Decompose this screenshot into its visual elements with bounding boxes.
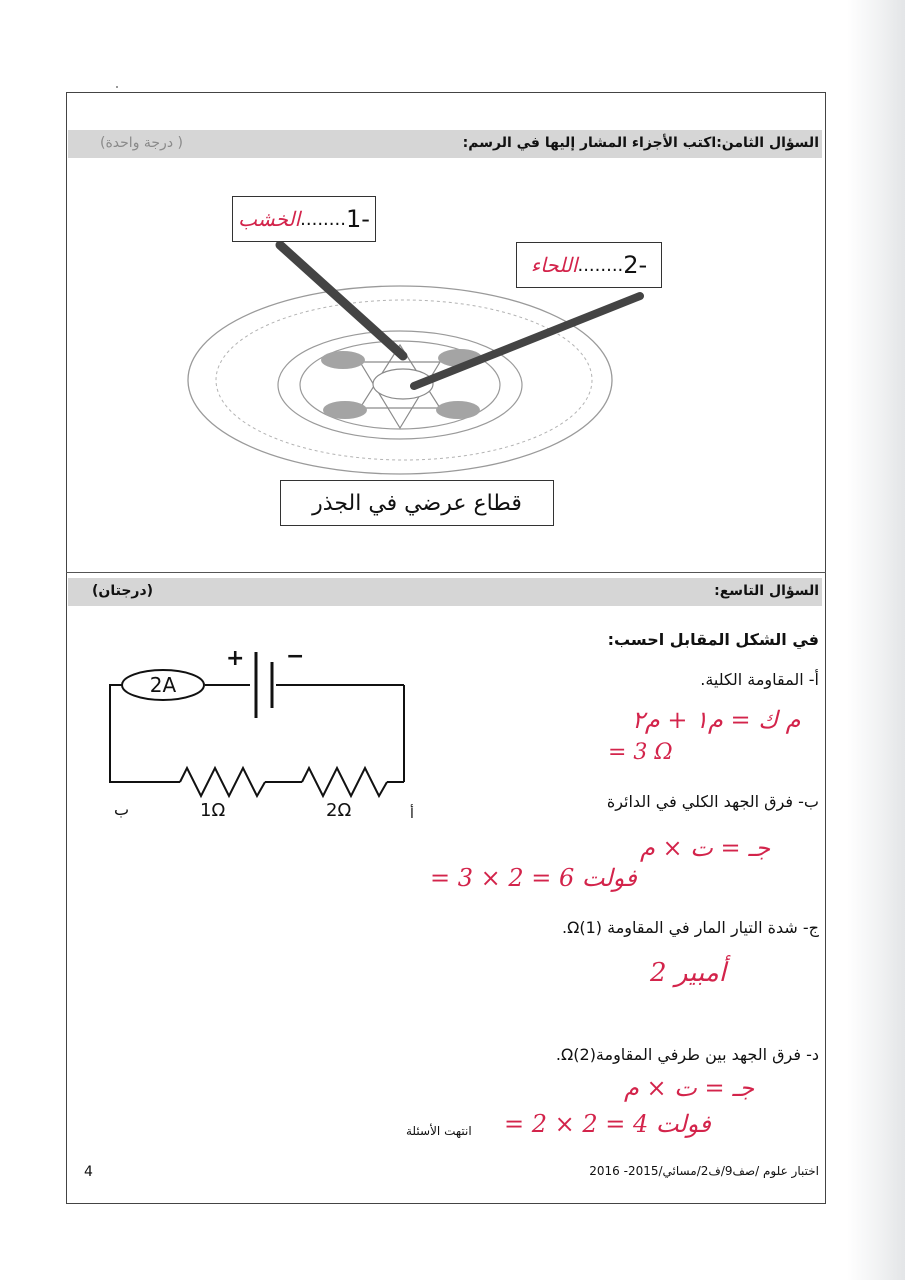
exam-footer-title: اختبار علوم /صف9/ف2/مسائي/2015- 2016 <box>589 1164 819 1178</box>
end-of-questions-note: انتهت الأسئلة <box>406 1124 472 1138</box>
label1-answer: الخشب <box>238 207 301 231</box>
battery-plus-label: + <box>226 646 245 671</box>
q9-part-a-answer-1: م ك = م١ + م٢ <box>632 706 801 734</box>
q9-part-b-answer-2: = 3 × 2 = 6 فولت <box>430 864 637 892</box>
q9-grade: (درجتان) <box>92 583 154 599</box>
label2-answer: اللحاء <box>530 253 578 277</box>
q9-title: السؤال التاسع: <box>714 583 819 599</box>
q9-part-d-answer-1: جـ = ت × م <box>624 1074 755 1102</box>
node-label-a: أ <box>410 806 414 822</box>
label2-prefix: 2- <box>623 251 648 279</box>
label1-dots: ........ <box>300 208 346 230</box>
label2-dots: ........ <box>577 254 624 276</box>
label1-prefix: 1- <box>345 205 370 233</box>
battery-minus-label: − <box>286 644 305 669</box>
page-number: 4 <box>84 1164 93 1180</box>
q9-part-c-label: ج- شدة التيار المار في المقاومة (1)Ω. <box>562 918 819 937</box>
resistor-1-symbol <box>180 768 265 796</box>
q9-part-a-answer-2: = 3 Ω <box>608 740 673 765</box>
diagram-caption: قطاع عرضي في الجذر <box>280 480 554 526</box>
q9-part-b-answer-1: جـ = ت × م <box>640 834 771 862</box>
resistor-2-symbol <box>302 768 387 796</box>
resistor-1-label: 1Ω <box>200 800 226 821</box>
q9-intro: في الشكل المقابل احسب: <box>607 630 819 649</box>
q9-part-c-answer: 2 أمبير <box>650 958 726 988</box>
q9-part-d-answer-2: = 2 × 2 = 4 فولت <box>504 1110 711 1138</box>
resistor-2-label: 2Ω <box>326 800 352 821</box>
q8-grade: ( درجة واحدة) <box>100 135 183 151</box>
ammeter-label: 2A <box>149 673 177 697</box>
q9-part-b-label: ب- فرق الجهد الكلي في الدائرة <box>606 792 819 811</box>
q9-part-d-label: د- فرق الجهد بين طرفي المقاومة(2)Ω. <box>555 1045 819 1064</box>
node-label-b: ب <box>114 800 130 819</box>
q8-title: السؤال الثامن:اكتب الأجزاء المشار إليها في الرسم: <box>462 135 819 151</box>
q9-part-a-label: أ- المقاومة الكلية. <box>700 670 819 689</box>
